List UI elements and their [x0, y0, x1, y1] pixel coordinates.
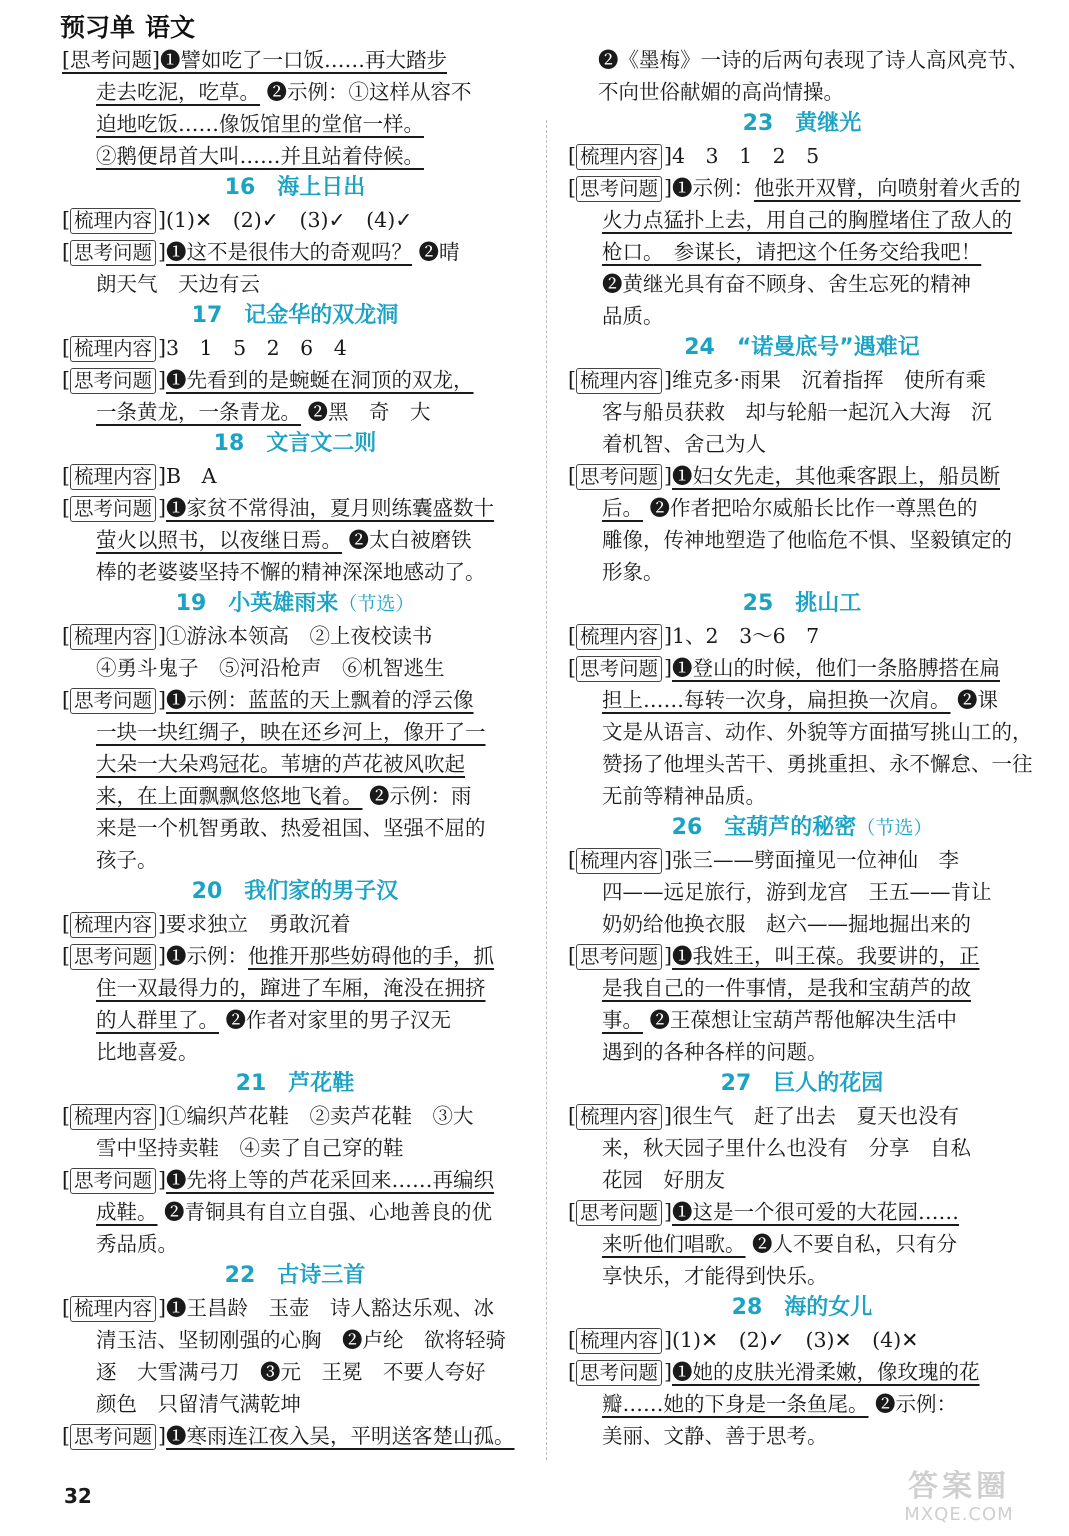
answer-block: [ 思考问题 ]❶妇女先走，其他乘客跟上，船员断 后。 ❷作者把哈尔威船长比作一尊黑色的 雕像，传神地塑造了他临危不惧、坚毅镇定的 形象。: [568, 464, 1012, 584]
answer-block: [ 梳理内容 ](1)✕ (2)✓ (3)✕ (4)✕: [568, 1328, 919, 1352]
label-tag: 梳理内容: [70, 912, 156, 938]
label-tag: 思考问题: [576, 656, 662, 682]
answer-block: [ 梳理内容 ]3 1 5 2 6 4: [62, 336, 347, 360]
label-tag: 思考问题: [576, 464, 662, 490]
label-tag: 思考问题: [70, 1168, 156, 1194]
section-title: 18 文言文二则: [213, 431, 377, 456]
section-title: 24 “诺曼底号”遇难记: [684, 335, 920, 360]
header-title: 预习单: [60, 13, 136, 42]
answer-block: [ 梳理内容 ]要求独立 勇敢沉着: [62, 912, 351, 936]
label-tag: 梳理内容: [70, 1104, 156, 1130]
page-header: [60, 8, 195, 44]
answer-block: [ 思考问题 ]❶示例：他推开那些妨碍他的手，抓 住一双最得力的，蹿进了车厢，淹没在拥挤 的人群里了。 ❷作者对家里的男子汉无 比地喜爱。: [62, 944, 495, 1064]
watermark-logo-text: 答案圈: [908, 1469, 1010, 1504]
label-tag: 梳理内容: [70, 1296, 156, 1322]
label-tag: 思考问题: [576, 176, 662, 202]
section-title: 25 挑山工: [742, 591, 862, 616]
answer-block: [ 思考问题 ]❶先将上等的芦花采回来……再编织 成鞋。 ❷青铜具有自立自强、心地善良的优 秀品质。: [62, 1168, 495, 1256]
left-column: [62, 44, 528, 1452]
answer-block: [ 思考问题 ]❶登山的时候，他们一条胳膊搭在扁 担上……每转一次身，扁担换一次肩。 ❷课 文是从语言、动作、外貌等方面描写挑山工的， 赞扬了他埋头苦干、勇挑重担、永不懈怠、一往 无前等精神品质。: [568, 656, 1033, 808]
section-title: 21 芦花鞋: [235, 1071, 355, 1096]
answer-block: [ 思考问题 ]❶她的皮肤光滑柔嫩，像玫瑰的花 瓣……她的下身是一条鱼尾。 ❷示例： 美丽、文静、善于思考。: [568, 1360, 980, 1448]
column-divider: [546, 120, 547, 1460]
answer-block: [ 梳理内容 ]①游泳本领高 ②上夜校读书 ④勇斗鬼子 ⑤河沿枪声 ⑥机智逃生: [62, 624, 445, 680]
answer-block: [ 思考问题 ]❶这不是很伟大的奇观吗？ ❷晴 朗天气 天边有云: [62, 240, 460, 296]
label-tag: 思考问题: [576, 1200, 662, 1226]
label-tag: 梳理内容: [70, 208, 156, 234]
answer-block: [ 思考问题 ]❶示例：蓝蓝的天上飘着的浮云像 一块一块红绸子，映在还乡河上，像开了一 大朵一大朵鸡冠花。苇塘的芦花被风吹起 来，在上面飘飘悠悠地飞着。 ❷示例：雨 来是一个机智勇敢、热爱祖国、坚强不屈的 孩子。: [62, 688, 486, 872]
label-tag: 梳理内容: [576, 1328, 662, 1354]
section-title: 26 宝葫芦的秘密（节选）: [671, 815, 933, 840]
right-column: [568, 44, 1036, 1452]
section-title: 27 巨人的花园: [720, 1071, 884, 1096]
section-title: 23 黄继光: [742, 111, 862, 136]
label-tag: 梳理内容: [576, 624, 662, 650]
answer-block: [ 梳理内容 ]张三——劈面撞见一位神仙 李 四——远足旅行，游到龙宫 王五——肯让 奶奶给他换衣服 赵六——掘地掘出来的: [568, 848, 992, 936]
answer-block: [ 思考问题 ]❶示例：他张开双臂，向喷射着火舌的 火力点猛扑上去，用自己的胸膛堵住了敌人的 枪口。 参谋长，请把这个任务交给我吧！ ❷黄继光具有奋不顾身、舍生忘死的精神 品质。: [568, 176, 1021, 328]
answer-block: [ 梳理内容 ]B A: [62, 464, 217, 488]
answer-block: [ 思考问题 ]❶这是一个很可爱的大花园…… 来听他们唱歌。 ❷人不要自私，只有分 享快乐，才能得到快乐。: [568, 1200, 960, 1288]
label-tag: 思考问题: [70, 240, 156, 266]
watermark-url: MXQE.COM: [904, 1504, 1014, 1525]
label-tag: 思考问题: [576, 1360, 662, 1386]
answer-block: [ 思考问题 ]❶我姓王，叫王葆。我要讲的，正 是我自己的一件事情，是我和宝葫芦的故 事。 ❷王葆想让宝葫芦帮他解决生活中 遇到的各种各样的问题。: [568, 944, 980, 1064]
label-tag: 梳理内容: [70, 336, 156, 362]
answer-block: [ 梳理内容 ]很生气 赶了出去 夏天也没有 来，秋天园子里什么也没有 分享 自私 花园 好朋友: [568, 1104, 971, 1192]
answer-block: [ 思考问题 ]❶家贫不常得油，夏月则练囊盛数十 萤火以照书，以夜继日焉。 ❷太白被磨铁 棒的老婆婆坚持不懈的精神深深地感动了。: [62, 496, 495, 584]
watermark: [869, 1470, 1049, 1532]
answer-block: [ 梳理内容 ]1、2 3～6 7: [568, 624, 820, 648]
label-tag: 思考问题: [70, 368, 156, 394]
answer-block: [思考问题]❶譬如吃了一口饭……再大踏步 走去吃泥，吃草。 ❷示例：①这样从容不 迫地吃饭……像饭馆里的堂倌一样。 ②鹅便昂首大叫……并且站着侍候。: [62, 48, 472, 168]
answer-block: [ 梳理内容 ]4 3 1 2 5: [568, 144, 820, 168]
section-title: 17 记金华的双龙洞: [191, 303, 399, 328]
label-tag: 梳理内容: [576, 368, 662, 394]
label-tag: 思考问题: [70, 688, 156, 714]
label-tag: 梳理内容: [70, 464, 156, 490]
label-tag: 思考问题: [576, 944, 662, 970]
section-title: 28 海的女儿: [731, 1295, 873, 1320]
answer-block: [ 思考问题 ]❶寒雨连江夜入吴，平明送客楚山孤。: [62, 1424, 515, 1448]
section-title: 22 古诗三首: [224, 1263, 366, 1288]
page-number: 32: [64, 1484, 92, 1508]
label-tag: 梳理内容: [70, 624, 156, 650]
label-tag: 梳理内容: [576, 144, 662, 170]
label-tag: 思考问题: [70, 496, 156, 522]
section-title: 16 海上日出: [224, 175, 366, 200]
section-title: 19 小英雄雨来（节选）: [175, 591, 415, 616]
header-subject: 语文: [145, 13, 196, 42]
answer-block: [ 梳理内容 ]❶王昌龄 玉壶 诗人豁达乐观、冰 清玉洁、坚韧刚强的心胸 ❷卢纶 欲将轻骑 逐 大雪满弓刀 ❸元 王冕 不要人夸好 颜色 只留清气满乾坤: [62, 1296, 506, 1416]
section-title: 20 我们家的男子汉: [191, 879, 399, 904]
answer-block: [ 思考问题 ]❶先看到的是蜿蜒在洞顶的双龙， 一条黄龙，一条青龙。 ❷黑 奇 大: [62, 368, 474, 424]
answer-block: [ 梳理内容 ]维克多·雨果 沉着指挥 使所有乘 客与船员获救 却与轮船一起沉入大海 沉 着机智、舍己为人: [568, 368, 992, 456]
label-tag: 梳理内容: [576, 1104, 662, 1130]
label-tag: 梳理内容: [576, 848, 662, 874]
answer-block: [ 梳理内容 ]①编织芦花鞋 ②卖芦花鞋 ③大 雪中坚持卖鞋 ④卖了自己穿的鞋: [62, 1104, 474, 1160]
label-tag: 思考问题: [70, 944, 156, 970]
answer-block: ❷《墨梅》一诗的后两句表现了诗人高风亮节、 不向世俗献媚的高尚情操。: [598, 48, 1029, 104]
label-tag: 思考问题: [70, 1424, 156, 1450]
answer-block: [ 梳理内容 ](1)✕ (2)✓ (3)✓ (4)✓: [62, 208, 413, 232]
